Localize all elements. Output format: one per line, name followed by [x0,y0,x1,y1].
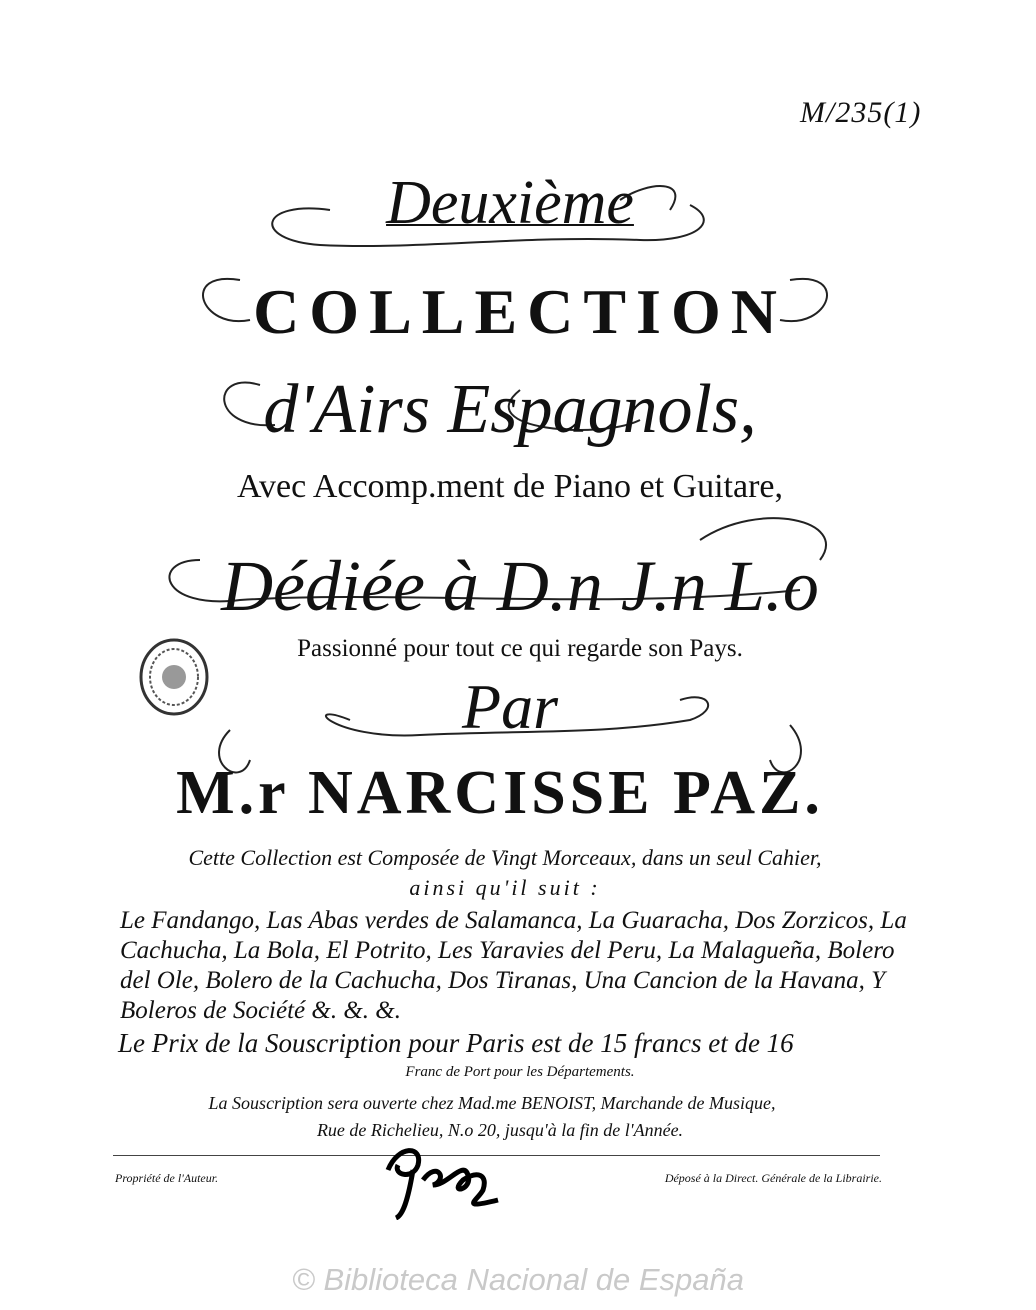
subscription-address-1: La Souscription sera ouverte chez Mad.me BENOIST, Marchande de Musique, [208,1093,776,1113]
footer-left: Propriété de l'Auteur. [115,1171,219,1185]
par-label: Par [462,671,558,742]
author-name: M.r NARCISSE PAZ. [176,759,824,827]
piece-list: Le Fandango, Las Abas verdes de Salamanca, La Guaracha, Dos Zorzicos, La Cachucha, La Bola, El Potrito, Les Yaravies del Peru, La Malagueña, Bolero del Ole, Bolero de la Cachucha, Dos Tiranas, Una Cancion de la Havana, Y Boleros de Société &. &. &. [120,907,907,1024]
shelfmark: M/235(1) [800,96,922,129]
footer-right: Déposé à la Direct. Générale de la Librairie. [664,1171,882,1185]
library-stamp-icon [138,637,210,717]
subscription-franc: Franc de Port pour les Départements. [405,1064,635,1080]
signature-paz [378,1140,518,1220]
subtitle-accompaniment: Avec Accomp.ment de Piano et Guitare, [236,468,784,505]
dedication-description: Passionné pour tout ce qui regarde son Pays. [297,635,743,662]
title-collection: COLLECTION [253,276,787,347]
collection-description: Cette Collection est Composée de Vingt Morceaux, dans un seul Cahier, [188,845,822,870]
subscription-address-2: Rue de Richelieu, N.o 20, jusqu'à la fin de l'Année. [316,1120,684,1140]
dedication: Dédiée à D.n J.n L.o [221,546,819,626]
title-deuxieme: Deuxième [386,169,634,237]
collection-description-cont: ainsi qu'il suit : [409,875,601,900]
subscription-price: Le Prix de la Souscription pour Paris est de 15 francs et de 16 [118,1028,794,1058]
title-airs-espagnols: d'Airs Espagnols, [263,371,757,448]
watermark: © Biblioteca Nacional de España [292,1262,744,1297]
